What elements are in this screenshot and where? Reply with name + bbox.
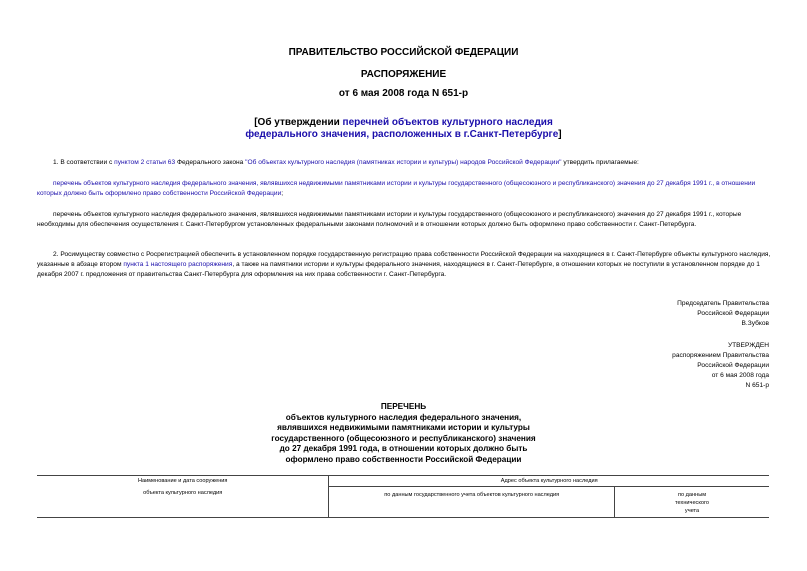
signature-org: Российской Федерации [697, 310, 769, 317]
signature-block [569, 299, 769, 329]
title-link-part1[interactable]: перечней объектов культурного наследия [342, 117, 553, 128]
table-header-name-line-1: Наименование и дата сооружения [137, 478, 228, 484]
title-prefix: [Об утверждении [254, 117, 343, 128]
list-title-line-6: оформлено право собственности Российской Федерации [285, 454, 522, 464]
table-header-name [37, 476, 329, 518]
paragraph-2-text-b: , а также на памятники истории и культуры федерального значения, находящиеся в г. Санкт-Петербурге, в отношении которых не поступили в установленном порядке до 1 декабря 2007 г. предложения от правительства Санкт-Петербурга для оформления на них права собственности г. Санкт-Петербурга. [37, 261, 760, 278]
approval-date: от 6 мая 2008 года [711, 372, 769, 379]
approval-line-2: распоряжением Правительства [672, 352, 769, 359]
table-subheader-state-registry: по данным государственного учета объектов культурного наследия [329, 487, 615, 518]
list-title-line-2: объектов культурного наследия федерального значения, [285, 412, 522, 422]
list-item-1-end: ; [281, 190, 284, 197]
link-federal-law[interactable]: "Об объектах культурного наследия (памятниках истории и культуры) народов Российской Федерации" [245, 159, 562, 166]
table-header-name-line-2: объекта культурного наследия [143, 490, 223, 496]
list-title-line-5: до 27 декабря 1991 года, в отношении которых должно быть [279, 444, 528, 453]
paragraph-1-text-b: Федерального закона [175, 159, 246, 166]
paragraph-2 [37, 250, 772, 280]
paragraph-2-text-a: 2. Росимуществу совместно с Росрегистрацией обеспечить в установленном порядке государственную регистрацию права собственности Российской Федерации на находящиеся в г. Санкт-Петербурге объекты культурного наследия, указанные в абзаце втором [37, 251, 771, 268]
link-point-1[interactable]: пункта 1 настоящего распоряжения [123, 261, 233, 268]
government-header: ПРАВИТЕЛЬСТВО РОССИЙСКОЙ ФЕДЕРАЦИИ [288, 47, 519, 58]
link-article-63[interactable]: пунктом 2 статьи 63 [114, 159, 176, 166]
paragraph-1-text-c: утвердить прилагаемые: [561, 159, 639, 166]
title-suffix: ] [558, 129, 562, 140]
list-item-2-text: перечень объектов культурного наследия федерального значения, являвшихся недвижимыми памятниками истории и культуры государственного (общесоюзного и республиканского) значения до 27 декабря 1991 г., которые необходимы для обеспечения осуществления г. Санкт-Петербургом установленных федеральными законами полномочий и в отношении которых должно быть оформлено право собственности г. Санкт-Петербурга. [37, 211, 742, 228]
document-type: РАСПОРЯЖЕНИЕ [360, 69, 447, 80]
document-title [0, 117, 807, 141]
objects-table [37, 475, 769, 518]
paragraph-1-text-a: 1. В соответствии с [53, 159, 115, 166]
list-item-2 [37, 210, 772, 230]
list-title [0, 402, 807, 465]
link-list-1[interactable]: перечень объектов культурного наследия федерального значения, являвшихся недвижимыми памятниками истории и культуры государственного (общесоюзного и республиканского) значения до 27 декабря 1991 г., в отношении которых должно быть оформлено право собственности Российской Федерации [37, 180, 756, 197]
table-header-address: Адрес объекта культурного наследия [329, 476, 769, 487]
approval-block [569, 341, 769, 391]
approval-number: N 651-р [745, 382, 769, 389]
paragraph-1 [37, 158, 772, 168]
list-title-line-4: государственного (общесоюзного и республиканского) значения [271, 433, 536, 443]
approval-line-3: Российской Федерации [697, 362, 769, 369]
signature-position: Председатель Правительства [677, 300, 769, 307]
list-title-heading: ПЕРЕЧЕНЬ [380, 402, 427, 411]
approval-heading: УТВЕРЖДЕН [727, 342, 769, 349]
list-item-1 [37, 179, 772, 199]
signature-name: В.Зубков [741, 320, 769, 327]
list-title-line-3: являвшихся недвижимыми памятниками истории и культуры [277, 423, 530, 432]
document-date-number: от 6 мая 2008 года N 651-р [338, 88, 469, 99]
table-subheader-technical: по данным технического учета [615, 487, 769, 518]
table-header-row [37, 476, 769, 487]
title-link-part2[interactable]: федерального значения, расположенных в г.Санкт-Петербурге [245, 129, 559, 140]
